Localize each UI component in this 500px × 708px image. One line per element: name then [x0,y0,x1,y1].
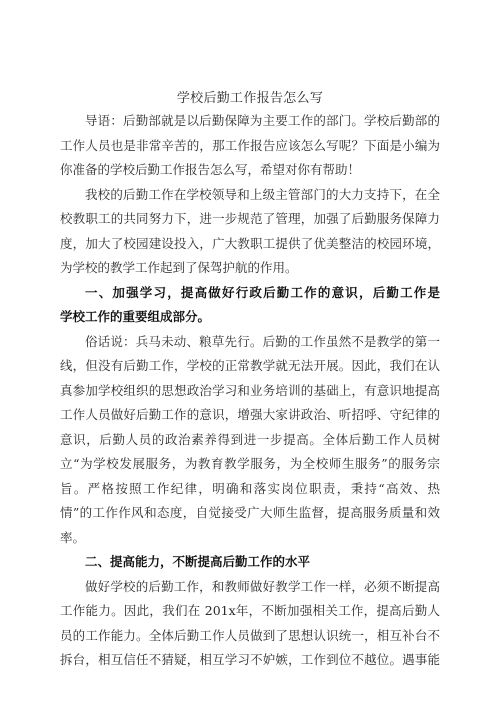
paragraph-line: 你准备的学校后勤工作报告怎么写，希望对你有帮助！ [60,162,361,177]
paragraph-line: 拆台，相互信任不猜疑，相互学习不妒嫉，工作到位不越位。遇事能 [60,652,440,667]
paragraph-line: 度，加大了校园建设投入，广大教职工提供了优美整洁的校园环境， [60,235,440,251]
paragraph-line: 做好学校的后勤工作，和教师做好教学工作一样，必须不断提高 [85,578,440,594]
section-heading-line: 二、提高能力，不断提高后勤工作的水平 [85,554,311,569]
paragraph-line: 工作能力。因此，我们在 201x年，不断加强相关工作，提高后勤人 [60,603,440,618]
paragraph-line: 工作人员做好后勤工作的意识，增强大家讲政治、听招呼、守纪律的 [60,407,440,422]
paragraph-line: 意识，后勤人员的政治素养得到进一步提高。全体后勤工作人员树 [60,431,440,447]
section-heading-line: 学校工作的重要组成部分。 [60,309,211,324]
section-heading-line: 一、加强学习，提高做好行政后勤工作的意识，后勤工作是 [85,284,440,300]
paragraph-line: 我校的后勤工作在学校领导和上级主管部门的大力支持下，在全 [85,186,440,202]
document-title: 学校后勤工作报告怎么写 [176,91,324,106]
paragraph-line: 员的工作能力。全体后勤工作人员做到了思想认识统一，相互补台不 [60,627,440,643]
document-body [60,109,440,673]
paragraph-line: 导语：后勤部就是以后勤保障为主要工作的部门。学校后勤部的 [85,113,440,128]
paragraph-line: 立“为学校发展服务，为教育教学服务，为全校师生服务”的服务宗 [60,456,440,471]
paragraph-line: 真参加学校组织的思想政治学习和业务培训的基础上，有意识地提高 [60,382,440,398]
paragraph-line: 旨。严格按照工作纪律，明确和落实岗位职责，秉持“高效、热 [60,480,440,496]
paragraph-line: 工作人员也是非常辛苦的，那工作报告应该怎么写呢？下面是小编为 [60,137,440,153]
paragraph-line: 俗话说：兵马未动、粮草先行。后勤的工作虽然不是教学的第一 [85,333,440,349]
paragraph-line: 校教职工的共同努力下，进一步规范了管理，加强了后勤服务保障力 [60,211,440,226]
paragraph-line: 率。 [60,529,86,545]
paragraph-line: 线，但没有后勤工作，学校的正常教学就无法开展。因此，我们在认 [60,358,440,373]
paragraph-line: 为学校的教学工作起到了保驾护航的作用。 [60,260,298,275]
paragraph-line: 情”的工作作风和态度，自觉接受广大师生监督，提高服务质量和效 [60,505,440,520]
